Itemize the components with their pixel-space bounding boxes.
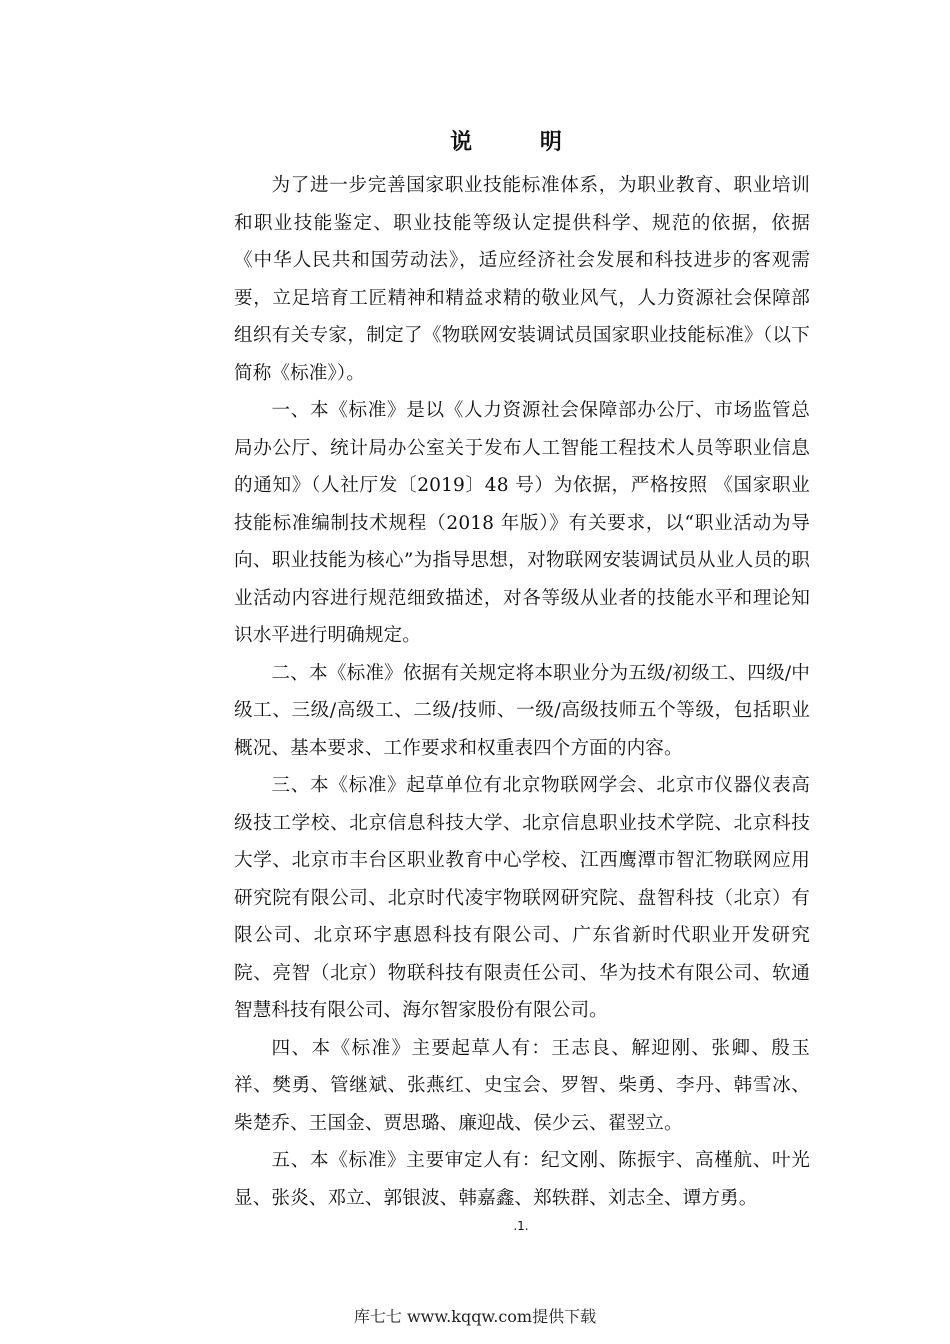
page-title: 说 明 xyxy=(450,129,592,155)
intro-paragraph: 为了进一步完善国家职业技能标准体系，为职业教育、职业培训和职业技能鉴定、职业技能等级认定提供科学、规范的依据，依据《中华人民共和国劳动法》，适应经济社会发展和科技进步的客观需要，立足培育工匠精神和精益求精的敬业风气，人力资源社会保障部组织有关专家，制定了《物联网安装调试员国家职业技能标准》（以下简称《标准》）。 xyxy=(234,175,810,384)
document-body xyxy=(234,167,810,1217)
section-three-paragraph: 三、本《标准》起草单位有北京物联网学会、北京市仪器仪表高级技工学校、北京信息科技大学、北京信息职业技术学院、北京科技大学、北京市丰台区职业教育中心学校、江西鹰潭市智汇物联网应用研究院有限公司、北京时代凌宇物联网研究院、盘智科技（北京）有限公司、北京环宇惠恩科技有限公司、广东省新时代职业开发研究院、亮智（北京）物联科技有限责任公司、华为技术有限公司、软通智慧科技有限公司、海尔智家股份有限公司。 xyxy=(234,775,810,1021)
page-number: .1. xyxy=(513,1219,529,1233)
section-one-paragraph: 一、本《标准》是以《人力资源社会保障部办公厅、市场监管总局办公厅、统计局办公室关于发布人工智能工程技术人员等职业信息的通知》（人社厅发〔2019〕48 号）为依据，严格按照 《国家职业技能标准编制技术规程（2018 年版）》有关要求，以“职业活动为导向、职业技能为核心”为指导思想，对物联网安装调试员从业人员的职业活动内容进行规范细致描述，对各等级从业者的技能水平和理论知识水平进行明确规定。 xyxy=(234,400,810,646)
download-footer: 库七七 www.kqqw.com提供下载 xyxy=(353,1307,597,1326)
section-four-paragraph: 四、本《标准》主要起草人有：王志良、解迎刚、张卿、殷玉祥、樊勇、管继斌、张燕红、史宝会、罗智、柴勇、李丹、韩雪冰、柴楚乔、王国金、贾思璐、廉迎战、侯少云、翟翌立。 xyxy=(234,1037,810,1134)
section-five-paragraph: 五、本《标准》主要审定人有：纪文刚、陈振宇、高槿航、叶光显、张炎、邓立、郭银波、韩嘉鑫、郑轶群、刘志全、谭方勇。 xyxy=(234,1150,810,1209)
section-two-paragraph: 二、本《标准》依据有关规定将本职业分为五级/初级工、四级/中级工、三级/高级工、二级/技师、一级/高级技师五个等级，包括职业概况、基本要求、工作要求和权重表四个方面的内容。 xyxy=(234,662,810,759)
